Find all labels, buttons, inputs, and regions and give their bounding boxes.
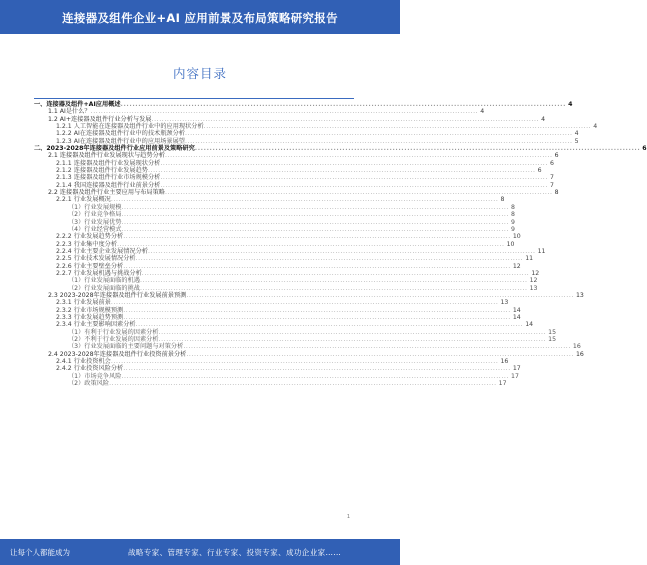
toc-entry[interactable] <box>34 343 581 351</box>
toc-entry[interactable] <box>34 159 554 167</box>
toc-entry-title: 2.1.1 连接器及组件行业发展现状分析 <box>56 159 161 167</box>
toc-leader-dots <box>123 263 511 270</box>
toc-entry-page: 11 <box>537 247 546 255</box>
toc-entry-page: 14 <box>512 306 521 314</box>
toc-entry-title: 2.4.2 行业投资风险分析 <box>56 365 124 373</box>
footer-tags: 战略专家、管理专家、行业专家、投资专家、成功企业家…… <box>128 548 342 557</box>
toc-entry-title: （2）行业发展面临的挑战 <box>68 284 140 292</box>
toc-entry-page: 16 <box>575 350 584 358</box>
toc-entry[interactable] <box>34 108 485 116</box>
footer-bar <box>0 539 400 565</box>
toc-entry-title: 1.2.3 AI在连接器及组件行业中的应用场景展望 <box>56 137 185 145</box>
toc-entry-page: 17 <box>498 380 507 388</box>
toc-leader-dots <box>111 358 499 365</box>
toc-entry-page: 5 <box>574 137 579 145</box>
toc-entry-title: （2）行业竞争格局 <box>68 211 122 219</box>
toc-leader-dots <box>165 152 553 159</box>
toc-leader-dots <box>204 123 592 130</box>
toc-entry-page: 9 <box>511 218 515 226</box>
toc-leader-dots <box>183 343 571 350</box>
toc-entry[interactable] <box>34 115 546 123</box>
toc-entry-page: 12 <box>531 269 540 277</box>
toc-entry-page: 14 <box>512 313 521 321</box>
toc-entry[interactable] <box>34 328 557 336</box>
toc-entry[interactable] <box>34 240 515 248</box>
toc-entry-title: 2.1.2 连接器及组件行业发展趋势 <box>56 167 148 175</box>
toc-entry-title: 2.2.2 行业发展趋势分析 <box>56 233 124 241</box>
toc-entry-page: 17 <box>511 372 519 380</box>
toc-leader-dots <box>148 248 536 255</box>
toc-entry-title: 2.2.7 行业发展机遇与挑战分析 <box>56 269 142 277</box>
toc-entry-title: 2.2.1 行业发展概况 <box>56 196 111 204</box>
toc-entry-page: 11 <box>525 255 534 263</box>
toc-entry-title: 2.3.1 行业发展前景 <box>56 299 111 307</box>
toc-entry-page: 4 <box>541 115 546 123</box>
toc-leader-dots <box>185 130 573 137</box>
toc-entry-title: 2.3.3 行业发展趋势预测 <box>56 313 124 321</box>
toc-leader-dots <box>117 241 505 248</box>
toc-leader-dots <box>140 285 528 292</box>
toc-entry-title: 二、2023-2028年连接器及组件行业应用前景及策略研究 <box>34 145 195 153</box>
toc-leader-dots <box>111 196 499 203</box>
toc-entry-title: （1）行业发展面临的机遇 <box>68 277 140 285</box>
toc-entry-page: 10 <box>506 240 515 248</box>
toc-entry-title: （1）市场竞争风险 <box>68 372 122 380</box>
toc-entry[interactable] <box>34 130 579 138</box>
toc-entry-page: 4 <box>568 101 573 108</box>
toc-entry-title: 2.1 连接器及组件行业发展现状与趋势分析 <box>48 152 165 160</box>
toc-leader-dots <box>123 307 511 314</box>
toc-leader-dots <box>140 277 528 284</box>
toc-leader-dots <box>160 182 548 189</box>
toc-entry-title: 2.1.4 我国连接器及组件行业前景分析 <box>56 181 161 189</box>
toc-entry-page: 7 <box>549 174 554 182</box>
toc-entry-title: （2）不利于行业发展的因素分析 <box>68 336 159 343</box>
toc-entry-page: 6 <box>554 152 559 160</box>
toc-entry-page: 8 <box>511 203 515 211</box>
toc-leader-dots <box>160 160 548 167</box>
toc-leader-dots <box>186 351 574 358</box>
toc-entry-title: （3）行业发展面临的主要问题与对策分析 <box>68 343 184 351</box>
toc-entry-page: 15 <box>548 328 557 336</box>
toc-entry[interactable] <box>34 174 554 182</box>
toc-entry-page: 16 <box>572 343 581 351</box>
toc-entry-page: 13 <box>500 299 509 307</box>
toc-entry-title: （1）有利于行业发展的因素分析 <box>68 328 159 336</box>
toc-leader-dots <box>123 314 511 321</box>
toc-entry-title: 1.2.2 AI在连接器及组件行业中的技术瓶颈分析 <box>56 130 185 138</box>
toc-leader-dots <box>109 380 497 387</box>
toc-entry[interactable] <box>34 380 507 388</box>
toc-entry[interactable] <box>34 211 515 219</box>
toc-entry[interactable] <box>34 365 521 373</box>
toc-entry[interactable] <box>34 306 521 314</box>
toc-entry-title: 2.2.5 行业技术发展情况分析 <box>56 255 136 263</box>
toc-entry-page: 7 <box>549 181 554 189</box>
toc-leader-dots <box>121 226 509 233</box>
toc-entry-title: 1.1 AI是什么？ <box>48 108 91 116</box>
toc-entry-title: 2.2.6 行业主要壁垒分析 <box>56 262 124 270</box>
toc-entry-page: 6 <box>642 145 647 153</box>
toc-entry[interactable] <box>34 321 534 329</box>
toc-entry-page: 15 <box>548 336 557 343</box>
toc-entry-page: 4 <box>593 123 598 131</box>
toc-title: 内容目录 <box>172 66 227 81</box>
toc-leader-dots <box>152 116 540 123</box>
toc-entry[interactable] <box>34 218 515 226</box>
toc-entry-title: 2.2 连接器及组件行业主要应用与布局策略 <box>48 189 165 197</box>
toc-entry-page: 14 <box>525 321 534 329</box>
toc-leader-dots <box>186 292 574 299</box>
toc-entry[interactable] <box>34 299 509 307</box>
page-number: 1 <box>346 514 350 520</box>
toc-leader-dots <box>121 101 567 108</box>
toc-entry-title: 2.3.4 行业主要影响因素分析 <box>56 321 136 329</box>
toc-leader-dots <box>136 321 524 328</box>
toc-entry-title: 2.3.2 行业市场规模预测 <box>56 306 124 314</box>
toc-entry-page: 12 <box>512 262 521 270</box>
toc-entry-page: 8 <box>554 189 559 197</box>
toc-leader-dots <box>91 108 479 115</box>
toc-entry-title: （4）行业经营模式 <box>68 225 122 233</box>
toc-entry[interactable] <box>34 284 538 292</box>
toc-entry-title: 2.2.4 行业主要企业发展情况分析 <box>56 247 148 255</box>
toc-entry-page: 13 <box>529 284 538 292</box>
toc-entry[interactable] <box>34 255 534 263</box>
toc-leader-dots <box>148 167 536 174</box>
toc-entry-page: 13 <box>575 291 584 299</box>
toc-leader-dots <box>136 255 524 262</box>
toc-leader-dots <box>111 299 499 306</box>
toc-entry-page: 16 <box>500 358 509 366</box>
report-title: 连接器及组件企业+AI 应用前景及布局策略研究报告 <box>62 11 338 25</box>
toc-entry-page: 10 <box>512 233 521 241</box>
toc-entry[interactable] <box>34 137 579 145</box>
toc-leader-dots <box>159 336 547 343</box>
toc-entry-page: 8 <box>511 211 515 219</box>
toc-entry-title: 一、连接器及组件+AI应用概述 <box>34 101 121 108</box>
toc-divider <box>34 98 354 99</box>
toc-entry-page: 6 <box>549 159 554 167</box>
toc-entry-page: 12 <box>529 277 538 285</box>
report-header-bar <box>0 0 400 34</box>
toc-entry-page: 17 <box>512 365 521 373</box>
toc-leader-dots <box>185 138 573 145</box>
toc-entry-page: 9 <box>511 225 515 233</box>
toc-entry[interactable] <box>34 350 584 358</box>
toc-entry[interactable] <box>34 277 538 285</box>
toc-entry-title: 2.3 2023-2028年连接器及组件行业发展前景预测 <box>48 291 187 299</box>
toc-entry-page: 6 <box>537 167 542 175</box>
toc-leader-dots <box>121 219 509 226</box>
toc-list <box>34 101 647 388</box>
toc-leader-dots <box>121 373 509 380</box>
toc-entry-title: 1.2.1 人工智能在连接器及组件行业中的应用现状分析 <box>56 123 204 131</box>
toc-leader-dots <box>165 189 553 196</box>
toc-entry-title: （2）政策风险 <box>68 380 110 388</box>
toc-entry-title: 2.4 2023-2028年连接器及组件行业投资前景分析 <box>48 350 187 358</box>
toc-entry-page: 4 <box>480 108 485 116</box>
footer-slogan: 让每个人都能成为 <box>10 548 70 557</box>
toc-leader-dots <box>123 233 511 240</box>
toc-entry-page: 4 <box>574 130 579 138</box>
toc-entry[interactable] <box>34 372 519 380</box>
toc-leader-dots <box>159 329 547 336</box>
toc-entry[interactable] <box>34 196 505 204</box>
toc-leader-dots <box>123 365 511 372</box>
toc-entry-title: （1）行业发展规模 <box>68 203 122 211</box>
toc-entry-title: 2.4.1 行业投资机会 <box>56 358 111 366</box>
toc-entry-title: （3）行业发展优势 <box>68 218 122 226</box>
toc-entry[interactable] <box>34 233 521 241</box>
toc-entry-page: 8 <box>500 196 505 204</box>
toc-leader-dots <box>160 174 548 181</box>
toc-entry-title: 2.2.3 行业集中度分析 <box>56 240 118 248</box>
toc-entry-title: 1.2 AI+连接器及组件行业分析与发展 <box>48 115 152 123</box>
toc-leader-dots <box>121 204 509 211</box>
toc-leader-dots <box>195 145 641 152</box>
toc-leader-dots <box>142 270 530 277</box>
toc-entry[interactable] <box>34 262 521 270</box>
toc-entry-title: 2.1.3 连接器及组件行业市场规模分析 <box>56 174 161 182</box>
toc-entry[interactable] <box>34 152 559 160</box>
toc-leader-dots <box>121 211 509 218</box>
